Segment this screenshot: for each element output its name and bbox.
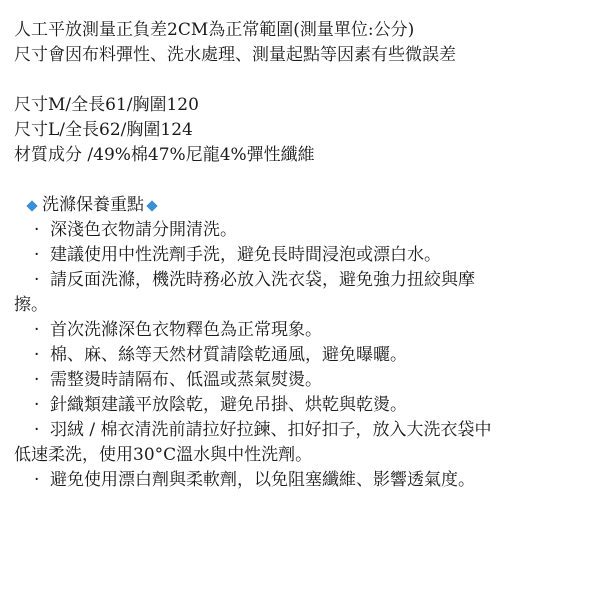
bullet-dot: · — [34, 245, 40, 265]
care-section-title — [24, 193, 586, 218]
bullet-dot: · — [34, 370, 40, 390]
care-item-text: 棉、麻、絲等天然材質請陰乾通風，避免曝曬。 — [50, 345, 407, 365]
care-item-text: 羽絨 / 棉衣清洗前請拉好拉鍊、扣好扣子，放入大洗衣袋中 — [50, 420, 492, 440]
care-item — [14, 368, 586, 393]
care-item-text: 針織類建議平放陰乾，避免吊掛、烘乾與乾燙。 — [50, 395, 407, 415]
spacer — [14, 168, 586, 193]
care-item — [14, 243, 586, 268]
care-item — [14, 318, 586, 343]
bullet-dot: · — [34, 320, 40, 340]
spacer — [14, 68, 586, 93]
measurement-note: 人工平放測量正負差2CM為正常範圍(測量單位:公分) — [14, 20, 415, 40]
bullet-dot: · — [34, 270, 40, 290]
care-item — [14, 268, 586, 293]
diamond-right-icon — [146, 200, 157, 211]
product-info-document — [14, 18, 586, 493]
care-item-text: 需整燙時請隔布、低溫或蒸氣熨燙。 — [50, 370, 322, 390]
bullet-dot: · — [34, 345, 40, 365]
measurement-variance-note: 尺寸會因布料彈性、洗水處理、測量起點等因素有些微誤差 — [14, 45, 456, 65]
care-item-text: 請反面洗滌，機洗時務必放入洗衣袋，避免強力扭絞與摩 — [50, 270, 475, 290]
care-item — [14, 393, 586, 418]
care-item — [14, 418, 586, 443]
size-m-spec: 尺寸M/全長61/胸圍120 — [14, 95, 199, 115]
care-item — [14, 468, 586, 493]
bullet-dot: · — [34, 470, 40, 490]
care-item-continuation: 低速柔洗，使用30°C溫水與中性洗劑。 — [14, 445, 313, 465]
care-item — [14, 218, 586, 243]
material-spec: 材質成分 /49%棉47%尼龍4%彈性纖維 — [14, 145, 315, 165]
bullet-dot: · — [34, 420, 40, 440]
diamond-left-icon — [26, 200, 37, 211]
care-item-text: 避免使用漂白劑與柔軟劑，以免阻塞纖維、影響透氣度。 — [50, 470, 475, 490]
care-item — [14, 343, 586, 368]
care-item-text: 深淺色衣物請分開清洗。 — [50, 220, 237, 240]
size-l-spec: 尺寸L/全長62/胸圍124 — [14, 120, 193, 140]
care-item-text: 首次洗滌深色衣物釋色為正常現象。 — [50, 320, 322, 340]
care-item-continuation: 擦。 — [14, 295, 48, 315]
bullet-dot: · — [34, 220, 40, 240]
care-title-text: 洗滌保養重點 — [42, 195, 144, 215]
care-item-text: 建議使用中性洗劑手洗，避免長時間浸泡或漂白水。 — [50, 245, 441, 265]
bullet-dot: · — [34, 395, 40, 415]
